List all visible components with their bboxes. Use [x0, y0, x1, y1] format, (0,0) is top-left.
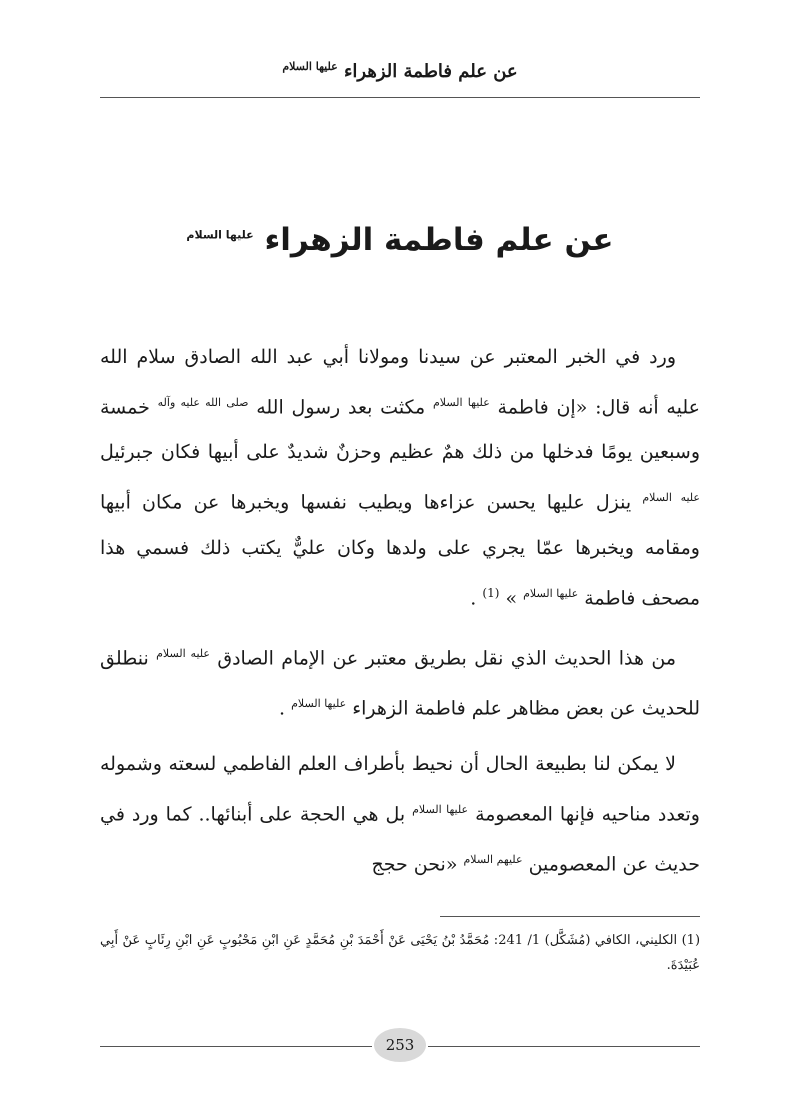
paragraph-2: [100, 631, 700, 732]
footnote-reference[interactable]: (1): [482, 585, 500, 600]
text-run: »: [505, 586, 518, 609]
footnote-number: (1): [681, 933, 701, 948]
honorific-glyph: عليه السلام: [156, 646, 210, 660]
running-header-title: عن علم فاطمة الزهراء: [343, 61, 518, 82]
text-run: .: [470, 586, 477, 609]
honorific-glyph: عليها السلام: [282, 60, 338, 73]
honorific-glyph: عليها السلام: [186, 228, 254, 242]
text-run: ورد في الخبر المعتبر عن سيدنا ومولانا أبي عبد الله الصادق سلام الله عليه أنه قال: «إن فاطمة: [100, 346, 700, 419]
honorific-glyph: عليهم السلام: [463, 852, 523, 866]
running-header: [100, 60, 700, 82]
text-run: .: [279, 697, 286, 720]
footnote: [100, 928, 700, 978]
body-text: [100, 335, 700, 897]
honorific-glyph: صلى الله عليه وآله: [157, 396, 249, 409]
honorific-glyph: عليها السلام: [291, 697, 347, 711]
honorific-glyph: عليها السلام: [433, 396, 490, 409]
footer-rule-right: [428, 1046, 700, 1047]
paragraph-1: [100, 335, 700, 621]
footer-rule-left: [100, 1046, 372, 1047]
footnote-rule: [440, 916, 700, 917]
honorific-glyph: عليه السلام: [642, 491, 701, 505]
text-run: خمسة وسبعين يومًا فدخلها من ذلك همٌ عظيم وحزنٌ شديدٌ على أبيها فكان جبرئيل: [100, 396, 700, 464]
text-run: «نحن حجج: [371, 853, 458, 876]
text-run: ننطلق للحديث عن بعض مظاهر علم فاطمة الزهراء: [100, 647, 700, 720]
chapter-title: [100, 222, 700, 258]
text-run: مكثت بعد رسول الله: [256, 396, 426, 419]
text-run: بل هي الحجة على أبنائها.. كما ورد في حديث عن المعصومين: [100, 802, 700, 876]
text-run: ينزل عليها يحسن عزاءها ويطيب نفسها ويخبرها عن مكان أبيها ومقامه ويخبرها عمّا يجري على ولدها وكان عليٌّ يكتب ذلك فسمي هذا مصحف فاطمة: [100, 491, 700, 609]
honorific-glyph: عليها السلام: [412, 802, 469, 816]
chapter-title-text: عن علم فاطمة الزهراء: [264, 222, 614, 258]
text-run: من هذا الحديث الذي نقل بطريق معتبر عن الإمام الصادق: [217, 647, 676, 670]
honorific-glyph: عليها السلام: [523, 586, 579, 600]
footnote-text: الكليني، الكافي (مُشَكَّل) 1/ 241: مُحَمَّدُ بْنُ يَحْيَى عَنْ أَحْمَدَ بْنِ مُحَمَّدٍ عَنِ ابْنِ مَحْبُوبٍ عَنِ ابْنِ رِئَابٍ عَنْ أَبِي عُبَيْدَةَ.: [100, 933, 700, 973]
page-number: 253: [374, 1028, 426, 1062]
text-run: لا يمكن لنا بطبيعة الحال أن نحيط بأطراف العلم الفاطمي لسعته وشموله وتعدد مناحيه فإنها المعصومة: [100, 752, 700, 825]
paragraph-3: [100, 742, 700, 888]
header-rule: [100, 97, 700, 98]
